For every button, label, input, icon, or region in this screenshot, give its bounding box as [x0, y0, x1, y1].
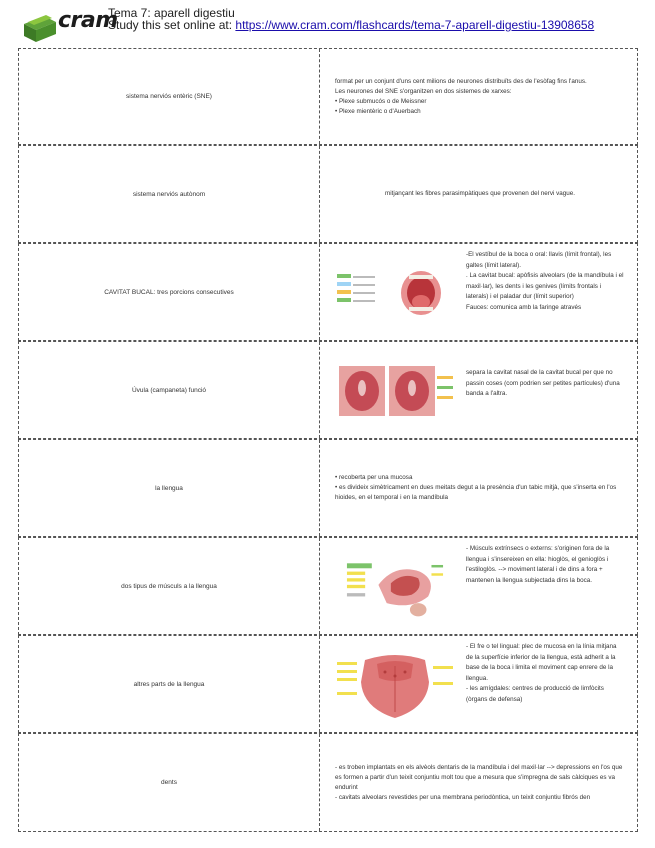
- card-term: sistema nerviós entèric (SNE): [126, 93, 212, 100]
- card-definition: separa la cavitat nasal de la cavitat bucal per que no passin coses (com podrien ser petites partícules) d'una banda a l'altra.: [466, 369, 620, 398]
- flashcard: [18, 635, 638, 733]
- card-term: altres parts de la llengua: [133, 680, 205, 688]
- card-definition: • recoberta per una mucosa • es divideix simètricament en dues meitats degut a la presència d'un tabic mitjà, que s'inserta en l'os hioides, en el temporal i en la mandíbula: [335, 474, 617, 501]
- card-divider: [319, 440, 320, 536]
- card-term: Úvula (campaneta) funció: [131, 386, 207, 394]
- card-definition: - es troben implantats en els alvèols dentaris de la mandíbula i del maxil·lar --> depressions en l'os que es formen a partir d'un teixit conjuntiu molt tou que a mesura que s'impregna de sals càlciques es va endurint - cavitats alveolars revestides per una membrana periodòntica, un teixit conjuntiu fibrós den: [335, 763, 623, 801]
- card-term: dents: [161, 779, 177, 786]
- flashcard: [18, 48, 638, 145]
- set-title: Tema 7: aparell digestiu: [108, 6, 235, 20]
- flashcard: [18, 145, 638, 243]
- card-definition: mitjançant les fibres parasimpàtiques que provenen del nervi vague.: [384, 190, 576, 197]
- card-definition: - Músculs extrínsecs o externs: s'originen fora de la llengua i s'insereixen en ella: hioglòs, el genioglòs i l'estiloglòs. --> moviment lateral i de dins a fora + mantenen la llengua subjectada dins la boca.: [466, 545, 610, 584]
- card-divider: [319, 244, 320, 340]
- card-divider: [319, 636, 320, 732]
- flashcard: [18, 341, 638, 439]
- tongue-surface-image: [335, 648, 455, 726]
- card-divider: [319, 342, 320, 438]
- card-term: CAVITAT BUCAL: tres porcions consecutives: [104, 288, 234, 296]
- card-divider: [319, 49, 320, 144]
- cram-logo-text: cram: [58, 8, 118, 33]
- flashcard: [18, 439, 638, 537]
- study-online-line: [108, 19, 628, 31]
- card-term: sistema nerviós autònom: [132, 190, 206, 198]
- flashcard-list: [18, 48, 638, 832]
- flashcard: [18, 537, 638, 635]
- card-divider: [319, 538, 320, 634]
- flashcard: [18, 733, 638, 832]
- card-definition: format per un conjunt d'uns cent milions de neurones distribuïts des de l'esòfag fins l'anus. Les neurones del SNE s'organitzen en dos sistemes de xarxes: • Plexe submucós o de Meissner • Plexe mientèric o d'Auerbach: [335, 77, 587, 115]
- study-online-link[interactable]: https://www.cram.com/flashcards/tema-7-aparell-digestiu-13908658: [235, 18, 595, 32]
- page-header: [22, 6, 642, 46]
- study-online-label: Study this set online at:: [108, 18, 236, 32]
- card-definition: -El vestíbul de la boca o oral: llavis (límit frontal), les galtes (límit lateral). . La cavitat bucal: apòfisis alveolars (de la mandíbula i el maxil·lar), les dents i les genives (límits frontals i laterals) i el paladar dur (límit superior) Fauces: comunica amb la faringe através: [466, 251, 624, 311]
- card-definition: - El fre o tel lingual: plec de mucosa en la línia mitjana de la superfície inferior de la llengua, està adherit a la base de la boca i limita el moviment cap enrere de la llengua. - les amígdales: centres de producció de limfòcits (òrgans de defensa): [466, 643, 617, 703]
- card-term: dos tipus de músculs a la llengua: [121, 582, 217, 590]
- card-divider: [319, 146, 320, 242]
- card-divider: [319, 734, 320, 831]
- uvula-image: [335, 366, 455, 416]
- mouth-anatomy-image: [335, 268, 455, 318]
- flashcard: [18, 243, 638, 341]
- tongue-muscles-image: [335, 560, 455, 618]
- card-term: la llengua: [155, 484, 183, 492]
